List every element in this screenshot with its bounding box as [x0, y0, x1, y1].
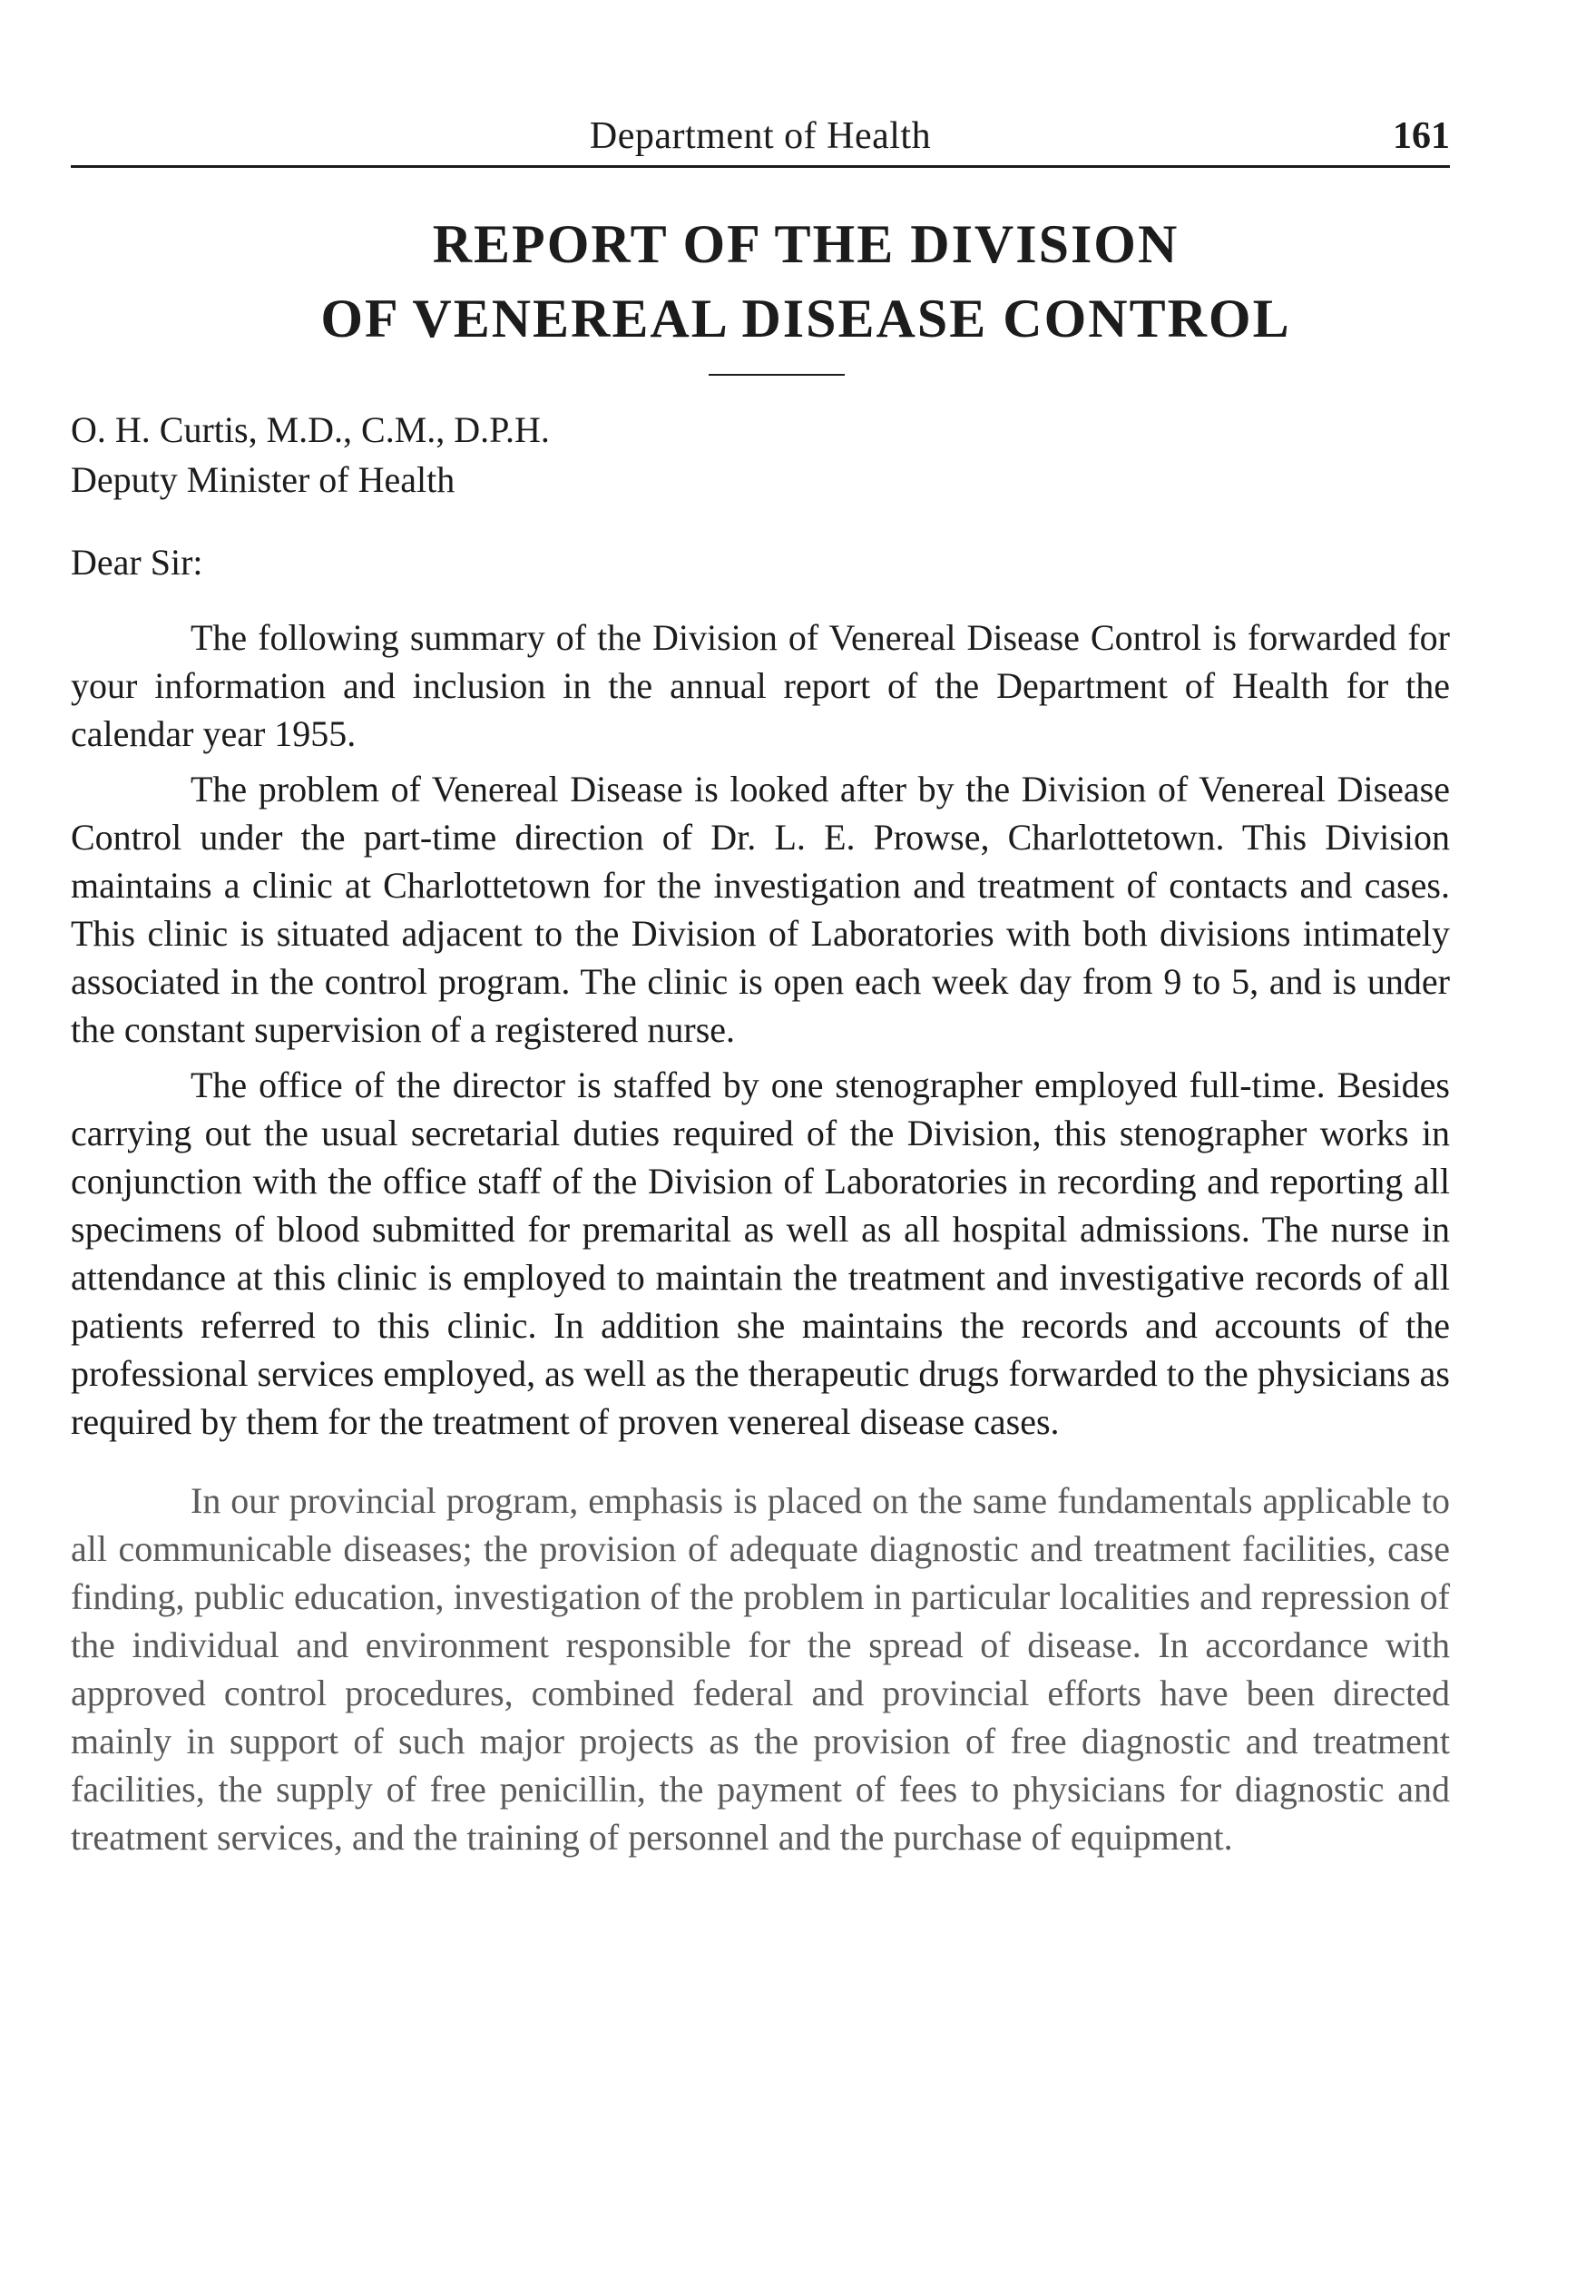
addressee-block: [71, 405, 550, 505]
title-divider: [709, 374, 845, 376]
body-paragraph: In our provincial program, emphasis is placed on the same fundamentals applicable to all communicable diseases; the provision of adequate diagnostic and treatment facilities, case finding, public education, investigation of the problem in particular localities and repression of the individual and environment responsible for the spread of disease. In accordance with approved control procedures, combined federal and provincial efforts have been directed mainly in support of such major projects as the provision of free diagnostic and treatment facilities, the supply of free penicillin, the payment of fees to physicians for diagnostic and treatment services, and the training of personnel and the purchase of equipment.: [71, 1480, 1450, 1858]
report-title: [71, 207, 1541, 356]
report-title-line-2: OF VENEREAL DISEASE CONTROL: [320, 289, 1291, 348]
body-paragraph: The problem of Venereal Disease is looked after by the Division of Venereal Disease Control under the part-time direction of Dr. L. E. Prowse, Charlottetown. This Division maintains a clinic at Charlottetown for the investigation and treatment of contacts and cases. This clinic is situated adjacent to the Division of Laboratories with both divisions intimately associated in the control program. The clinic is open each week day from 9 to 5, and is under the constant supervision of a registered nurse.: [71, 769, 1450, 1050]
body-paragraph: The office of the director is staffed by one stenographer employed full-time. Besides carrying out the usual secretarial duties required of the Division, this stenographer works in conjunction with the office staff of the Division of Laboratories in recording and reporting all specimens of blood submitted for premarital as well as all hospital admissions. The nurse in attendance at this clinic is employed to maintain the treatment and investigative records of all patients referred to this clinic. In addition she maintains the records and accounts of the professional services employed, as well as the therapeutic drugs forwarded to the physicians as required by them for the treatment of proven venereal disease cases.: [71, 1065, 1450, 1442]
body-paragraph: The following summary of the Division of Venereal Disease Control is forwarded for your information and inclusion in the annual report of the Department of Health for the calendar year 1955.: [71, 617, 1450, 754]
page-number: 161: [1393, 115, 1450, 157]
salutation: Dear Sir:: [71, 542, 203, 583]
running-header: [71, 111, 1450, 168]
addressee-name: O. H. Curtis, M.D., C.M., D.P.H.: [71, 409, 550, 450]
report-title-line-1: REPORT OF THE DIVISION: [432, 214, 1180, 274]
addressee-position: Deputy Minister of Health: [71, 459, 455, 500]
running-title: Department of Health: [589, 115, 932, 157]
letter-body: [71, 613, 1450, 1869]
